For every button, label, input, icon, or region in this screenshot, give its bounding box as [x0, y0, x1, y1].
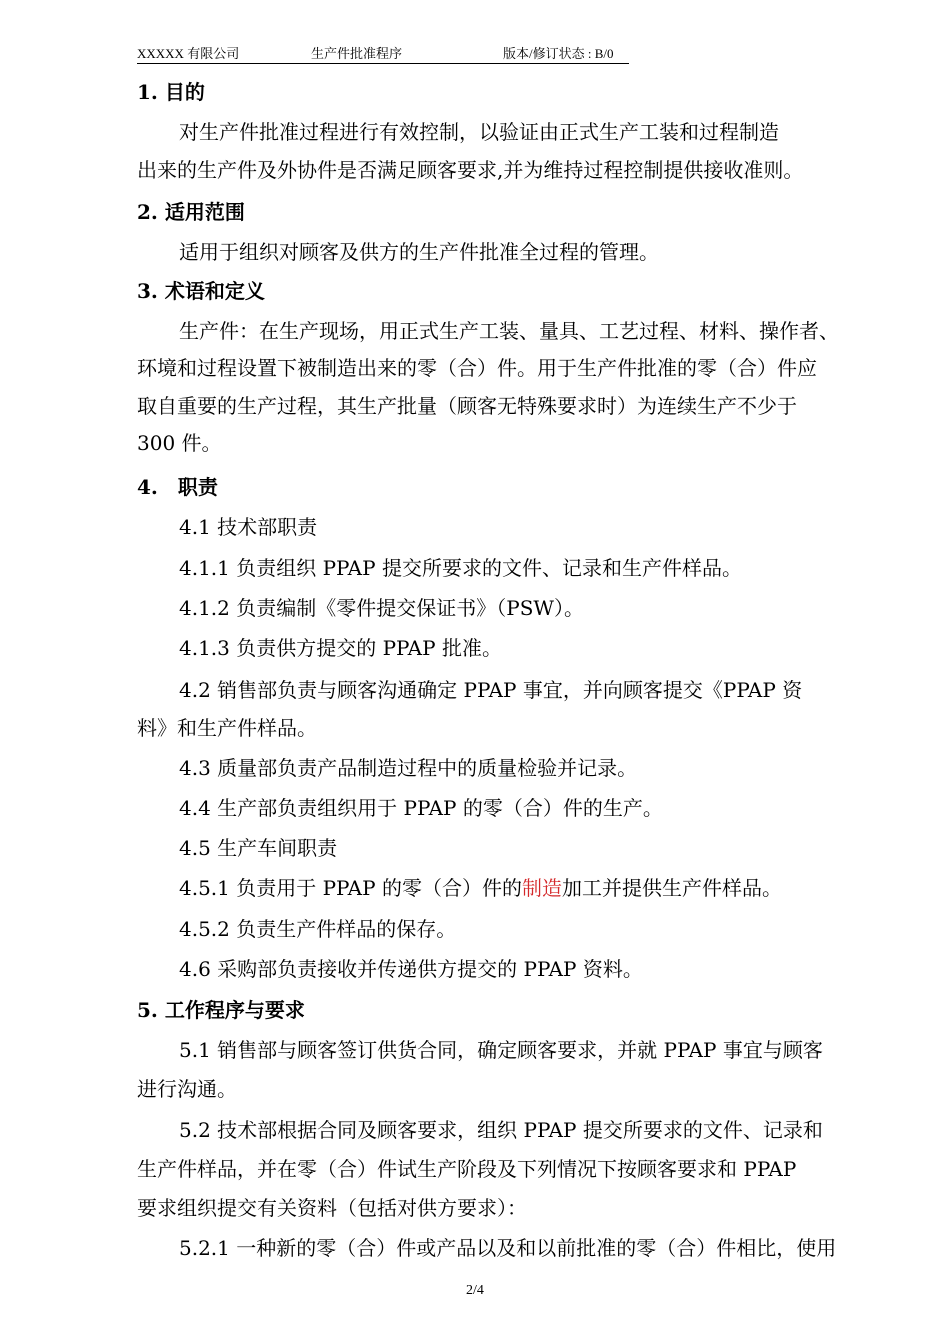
- section-4-5-1-text: 加工并提供生产件样品。: [561, 876, 782, 900]
- section-2-heading: 2. 适用范围: [137, 200, 245, 224]
- section-2-paragraph: 适用于组织对顾客及供方的生产件批准全过程的管理。: [179, 240, 659, 264]
- page-header: [137, 44, 629, 64]
- section-4-1-1: 4.1.1 负责组织 PPAP 提交所要求的文件、记录和生产件样品。: [179, 556, 742, 580]
- section-4-1-3: 4.1.3 负责供方提交的 PPAP 批准。: [179, 636, 502, 660]
- section-4-5-1-text: 4.5.1 负责用于 PPAP 的零（合）件的: [179, 876, 522, 900]
- header-version: 版本/修订状态 : B/0: [503, 46, 614, 61]
- section-4-5-2: 4.5.2 负责生产件样品的保存。: [179, 917, 457, 941]
- section-4-5-1: [179, 874, 782, 902]
- section-5-2-1-line: 5.2.1 一种新的零（合）件或产品以及和以前批准的零（合）件相比，使用: [179, 1236, 837, 1260]
- section-5-1-line: 进行沟通。: [137, 1077, 237, 1101]
- page-number: 2/4: [466, 1283, 484, 1298]
- section-4-6: 4.6 采购部负责接收并传递供方提交的 PPAP 资料。: [179, 957, 643, 981]
- section-3-paragraph-line: 生产件：在生产现场，用正式生产工装、量具、工艺过程、材料、操作者、: [179, 319, 839, 343]
- section-4-4: 4.4 生产部负责组织用于 PPAP 的零（合）件的生产。: [179, 796, 663, 820]
- section-5-2-line: 5.2 技术部根据合同及顾客要求，组织 PPAP 提交所要求的文件、记录和: [179, 1118, 823, 1142]
- section-4-1: 4.1 技术部职责: [179, 515, 318, 539]
- section-3-paragraph-line: 300 件。: [137, 431, 222, 455]
- section-5-2-line: 生产件样品，并在零（合）件试生产阶段及下列情况下按顾客要求和 PPAP: [137, 1157, 797, 1181]
- section-3-paragraph-line: 取自重要的生产过程，其生产批量（顾客无特殊要求时）为连续生产不少于: [137, 394, 797, 418]
- section-5-1-line: 5.1 销售部与顾客签订供货合同，确定顾客要求，并就 PPAP 事宜与顾客: [179, 1038, 823, 1062]
- section-4-2-line: 料》和生产件样品。: [137, 716, 317, 740]
- section-4-5-1-highlight: 制造: [521, 876, 562, 900]
- section-3-paragraph-line: 环境和过程设置下被制造出来的零（合）件。用于生产件批准的零（合）件应: [137, 356, 817, 380]
- section-4-5: 4.5 生产车间职责: [179, 836, 338, 860]
- section-4-3: 4.3 质量部负责产品制造过程中的质量检验并记录。: [179, 756, 638, 780]
- section-1-paragraph-line: 对生产件批准过程进行有效控制，以验证由正式生产工装和过程制造: [179, 120, 779, 144]
- section-1-heading: 1. 目的: [137, 80, 205, 104]
- header-company: XXXXX 有限公司: [137, 46, 240, 61]
- section-3-heading: 3. 术语和定义: [137, 279, 265, 303]
- section-4-1-2: 4.1.2 负责编制《零件提交保证书》（PSW）。: [179, 596, 584, 620]
- section-1-paragraph-line: 出来的生产件及外协件是否满足顾客要求,并为维持过程控制提供接收准则。: [137, 158, 804, 182]
- section-5-heading: 5. 工作程序与要求: [137, 998, 305, 1022]
- header-doc-title: 生产件批准程序: [311, 46, 403, 61]
- section-4-heading: 4. 职责: [137, 475, 218, 499]
- section-5-2-line: 要求组织提交有关资料（包括对供方要求）：: [137, 1196, 527, 1220]
- section-4-2-line: 4.2 销售部负责与顾客沟通确定 PPAP 事宜，并向顾客提交《PPAP 资: [179, 678, 803, 702]
